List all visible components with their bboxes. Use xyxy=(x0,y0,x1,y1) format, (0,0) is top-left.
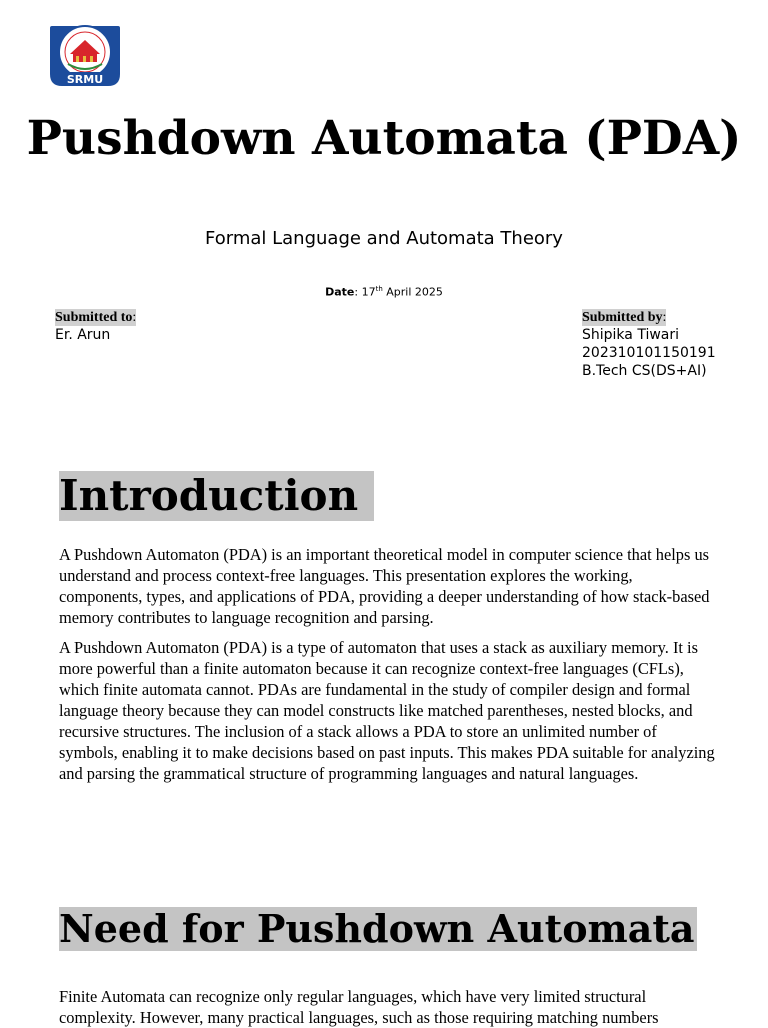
submitted-by-program: B.Tech CS(DS+AI) xyxy=(582,363,707,379)
introduction-paragraph-2: A Pushdown Automaton (PDA) is a type of automaton that uses a stack as auxiliary memory. It is more powerful than a finite automaton because it can recognize context-free languages (CFLs), which finite automata cannot. PDAs are fundamental in the study of compiler design and formal language theory because they can model constructs like matched parentheses, nested blocks, and recursive structures. The inclusion of a stack allows a PDA to store an unlimited number of symbols, enabling it to make decisions based on past inputs. This makes PDA suitable for analyzing and parsing the grammatical structure of programming languages and natural languages. xyxy=(59,638,715,783)
date-rest: April 2025 xyxy=(382,285,443,299)
document-subtitle: Formal Language and Automata Theory xyxy=(205,228,563,249)
date-suffix: th xyxy=(375,285,383,293)
submitted-by-label: Submitted by: xyxy=(582,310,667,325)
introduction-paragraph-1: A Pushdown Automaton (PDA) is an important theoretical model in computer science that helps us understand and process context-free languages. This presentation explores the working, components, types, and applications of PDA, providing a deeper understanding of how stack-based memory contributes to language recognition and parsing. xyxy=(59,545,710,627)
introduction-heading: Introduction xyxy=(59,471,374,521)
logo-text: SRMU xyxy=(66,73,104,86)
submitted-by-block xyxy=(582,308,716,380)
submitted-by-name: Shipika Tiwari xyxy=(582,327,680,343)
date-label: Date xyxy=(325,285,355,299)
submitted-by-roll: 202310101150191 xyxy=(582,345,716,361)
document-title: Pushdown Automata (PDA) xyxy=(26,111,742,166)
submitted-to-label: Submitted to: xyxy=(55,310,137,325)
university-logo xyxy=(48,24,122,88)
submitted-to-block xyxy=(55,308,136,344)
date-day: 17 xyxy=(361,285,376,299)
need-paragraph-1: Finite Automata can recognize only regular languages, which have very limited structural complexity. However, many practical languages, such as those requiring matching numbers xyxy=(59,987,659,1027)
document-date: Date: 17th April 2025 xyxy=(325,285,443,299)
submitted-to-name: Er. Arun xyxy=(55,327,111,343)
need-heading: Need for Pushdown Automata xyxy=(59,906,695,951)
